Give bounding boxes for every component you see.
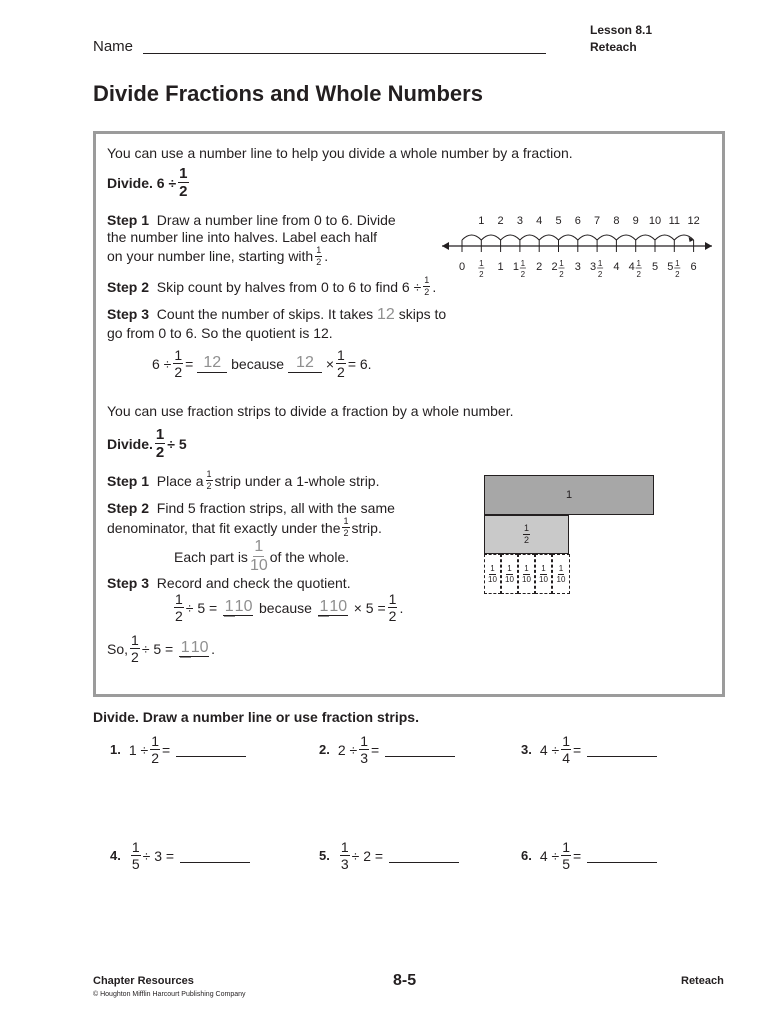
tenth-answer: $\frac{1}{10}$ [249, 538, 268, 574]
problem-4: 4. $\frac{1}{5}$ ÷ 3 = [110, 840, 250, 871]
part1-divide [107, 166, 191, 199]
half-strip: $\frac{1}{2}$ [484, 515, 569, 554]
part2-step2: Step 2 Find 5 fraction strips, all with the same denominator, that fit exactly under the $\frac{1}{2}$ strip. [107, 500, 395, 538]
arrow-right [705, 242, 712, 250]
answer-blank[interactable]: 110 [224, 598, 253, 615]
tenth-strips [484, 554, 570, 594]
problem-fraction: $\frac{1}{3}$ [340, 839, 349, 872]
tick-frac-num: 1 [559, 259, 564, 268]
page-number: 8-5 [393, 972, 417, 989]
answer-blank[interactable] [180, 848, 250, 863]
answer-blank[interactable]: 12 [197, 354, 227, 373]
skip-arc [597, 235, 616, 240]
problem-3: 3. 4 ÷ $\frac{1}{4}$ = [521, 734, 657, 765]
step-label: Step 1 [107, 212, 150, 228]
problem-5: 5. $\frac{1}{3}$ ÷ 2 = [319, 840, 459, 871]
half-fraction: $\frac{1}{2}$ [424, 275, 430, 297]
skip-label: 12 [687, 215, 700, 227]
part1-step3: Step 3 Count the number of skips. It takes 12 skips to go from 0 to 6. So the quotient is 12. [107, 306, 447, 341]
problem-6: 6. 4 ÷ $\frac{1}{5}$ = [521, 840, 657, 871]
skip-arc [636, 235, 655, 240]
name-label: Name [93, 38, 134, 55]
skip-label: 4 [536, 215, 543, 227]
tick-label: 6 [690, 261, 697, 273]
tenth-strip: $\frac{1}{10}$ [535, 554, 552, 594]
skip-arc [616, 235, 635, 240]
tick-frac-num: 1 [520, 259, 526, 268]
problem-fraction: $\frac{1}{3}$ [360, 733, 368, 766]
part1-step1: Step 1 Draw a number line from 0 to 6. Divide the number line into halves. Label each half on your number line, starting with $\frac{1}{2}$ . [107, 212, 396, 267]
lesson-tag [590, 22, 652, 56]
tick-label: 2 [551, 261, 558, 273]
problem-fraction: $\frac{1}{5}$ [562, 839, 570, 872]
part2-intro: You can use fraction strips to divide a fraction by a whole number. [107, 403, 514, 419]
problem-number: 1. [110, 742, 121, 757]
skip-arc [578, 235, 597, 240]
answer-blank[interactable] [587, 742, 657, 757]
part1-intro: You can use a number line to help you divide a whole number by a fraction. [107, 145, 573, 161]
answer-blank[interactable] [176, 742, 246, 757]
skip-label: 7 [594, 215, 601, 227]
skip-arc [520, 235, 539, 240]
skip-label: 8 [613, 215, 620, 227]
footer-right: Reteach [681, 975, 724, 987]
tick-frac-num: 1 [597, 259, 603, 268]
name-line[interactable] [143, 53, 546, 54]
tenth-strip: $\frac{1}{10}$ [518, 554, 535, 594]
skip-arc [481, 235, 500, 240]
skip-label: 2 [497, 215, 504, 227]
tick-frac-num: 1 [675, 259, 680, 268]
part1-divide-fraction: $\frac{1}{2}$ [179, 165, 188, 200]
problem-fraction: $\frac{1}{5}$ [131, 839, 140, 872]
answer-blank[interactable] [389, 848, 459, 863]
answer-blank[interactable] [587, 848, 657, 863]
arrow-left [442, 242, 449, 250]
tick-label: 3 [590, 261, 597, 273]
tick-label: 4 [613, 261, 620, 273]
tick-frac-den: 2 [597, 270, 603, 279]
skip-arc [501, 235, 520, 240]
problem-number: 3. [521, 742, 532, 757]
skip-label: 3 [516, 215, 523, 227]
problem-number: 4. [110, 848, 121, 863]
problem-2: 2. 2 ÷ $\frac{1}{3}$ = [319, 734, 455, 765]
skip-label: 6 [574, 215, 581, 227]
skip-label: 5 [555, 215, 562, 227]
tick-label: 4 [628, 261, 635, 273]
part1-step2: Step 2 Skip count by halves from 0 to 6 to find 6 ÷ $\frac{1}{2}$ . [107, 275, 437, 297]
tick-frac-den: 2 [520, 270, 526, 279]
tick-frac-den: 2 [675, 270, 680, 279]
problem-number: 5. [319, 848, 330, 863]
skip-arc [462, 235, 481, 240]
problem-number: 6. [521, 848, 532, 863]
tick-frac-num: 1 [479, 259, 484, 268]
part2-step1: Step 1 Place a $\frac{1}{2}$ strip under a 1-whole strip. [107, 469, 380, 491]
answer-blank[interactable]: 110 [319, 598, 348, 615]
skip-arc [655, 235, 674, 240]
tick-label: 0 [458, 261, 466, 273]
problem-fraction: $\frac{1}{4}$ [562, 733, 570, 766]
tick-label: 5 [667, 261, 674, 273]
page-title: Divide Fractions and Whole Numbers [93, 81, 483, 106]
lesson-type: Reteach [590, 40, 637, 54]
tick-frac-den: 2 [559, 270, 564, 279]
skip-label: 1 [478, 215, 485, 227]
tick-frac-den: 2 [636, 270, 641, 279]
skip-arc [539, 235, 558, 240]
lesson-number: Lesson 8.1 [590, 23, 653, 37]
answer-blank[interactable]: 12 [288, 354, 322, 373]
practice-instructions: Divide. Draw a number line or use fraction strips. [93, 709, 419, 725]
tick-label: 3 [574, 261, 581, 273]
tick-label: 5 [651, 261, 659, 273]
half-fraction: $\frac{1}{2}$ [316, 245, 322, 267]
answer-blank[interactable]: 110 [180, 639, 209, 656]
tick-label: 1 [512, 261, 519, 273]
tick-label: 1 [497, 261, 504, 273]
number-line [440, 208, 720, 288]
part1-equation: 6 ÷ $\frac{1}{2}$ = 12 because 12 × $\frac{1}{2}$ = 6. [152, 347, 372, 380]
part2-step3: Step 3 Record and check the quotient. [107, 575, 351, 591]
tick-label: 2 [536, 261, 543, 273]
problem-1: 1. 1 ÷ $\frac{1}{2}$ = [110, 734, 246, 765]
part1-divide-label: Divide. 6 ÷ [107, 174, 177, 191]
footer-left: Chapter Resources [93, 975, 194, 987]
skip-label: 9 [632, 215, 639, 227]
tick-frac-den: 2 [479, 270, 484, 279]
skip-label: 10 [648, 215, 662, 227]
skip-label: 11 [668, 215, 681, 227]
whole-strip: 1 [484, 475, 654, 515]
part2-equation: $\frac{1}{2}$ ÷ 5 = 110 because 110 × 5 = $\frac{1}{2}$ . [175, 591, 404, 624]
problem-fraction: $\frac{1}{2}$ [151, 733, 159, 766]
tenth-strip: $\frac{1}{10}$ [501, 554, 518, 594]
skip-arc [559, 235, 578, 240]
tenth-strip: $\frac{1}{10}$ [552, 554, 570, 594]
part2-divide: Divide. $\frac{1}{2}$ ÷ 5 [107, 426, 187, 461]
problem-number: 2. [319, 742, 330, 757]
each-part: Each part is $\frac{1}{10}$ of the whole. [174, 538, 350, 574]
tick-frac-num: 1 [636, 259, 641, 268]
tenth-strip: $\frac{1}{10}$ [484, 554, 501, 594]
answer-blank[interactable] [385, 742, 455, 757]
skips-answer: 12 [377, 306, 395, 323]
part2-so: So, $\frac{1}{2}$ ÷ 5 = 110 . [107, 632, 216, 665]
footer-copyright: © Houghton Mifflin Harcourt Publishing Company [93, 991, 246, 998]
